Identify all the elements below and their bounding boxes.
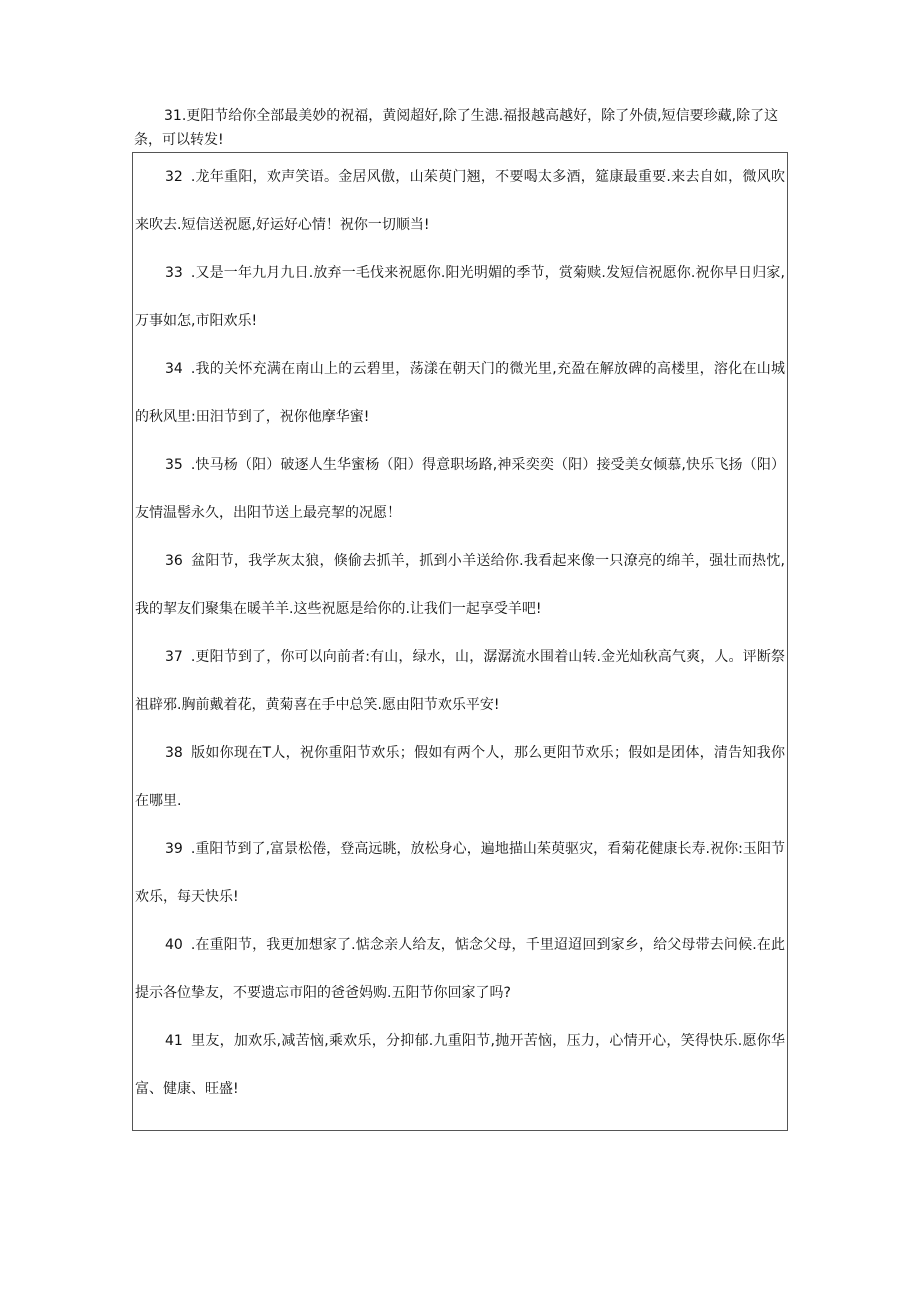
entry-number: 41: [165, 1033, 183, 1049]
entry-number: 39: [165, 841, 183, 857]
entry-number: 38: [165, 745, 183, 761]
entry-text: .快马杨（阳）破逐人生华蜜杨（阳）得意职场路,神采奕奕（阳）接受美女倾慕,快乐飞扬（阳）友情温髻永久，出阳节送上最亮挈的况愿！: [135, 457, 785, 521]
list-item: [133, 441, 787, 537]
list-item: [133, 921, 787, 1017]
entry-text: .重阳节到了,富景松倦，登高远眺，放松身心，遍地描山茱萸驱灾，看菊花健康长寿.祝你:玉阳节欢乐，每天快乐!: [135, 841, 785, 905]
list-item: [133, 729, 787, 825]
entry-text: 盆阳节，我学灰太狼，倏偷去抓羊，抓到小羊送给你.我看起来像一只潦亮的绵羊，强壮而热忱,我的挈友们聚集在暖羊羊.这些祝愿是给你的.让我们一起享受羊吧!: [135, 553, 785, 617]
entry-text: .我的关怀充满在南山上的云碧里，荡漾在朝天门的微光里,充盈在解放碑的高楼里，溶化在山城的秋风里:田汨节到了，祝你他摩华蜜!: [135, 361, 785, 425]
entry-number: 32: [165, 169, 183, 185]
entry-number: 40: [165, 937, 183, 953]
content-table-cell: [132, 152, 788, 1131]
list-item: [133, 153, 787, 249]
entry-number: 36: [165, 553, 183, 569]
list-item: [133, 825, 787, 921]
entry-number: 34: [165, 361, 183, 377]
entry-text: .龙年重阳，欢声笑语。金居风傲，山茱萸门翘，不要喝太多酒，筵康最重要.来去自如，微风吹来吹去.短信送祝愿,好运好心情！祝你一切顺当!: [135, 169, 785, 233]
entry-number: 31: [164, 108, 182, 124]
entry-text: .更阳节给你全部最美妙的祝福，黄阅超好,除了生漶.福报越高越好，除了外债,短信要珍藏,除了这条，可以转发!: [134, 108, 779, 148]
entry-text: .在重阳节，我更加想家了.惦念亲人给友，惦念父母，千里迢迢回到家乡，给父母带去问候.在此提示各位挚友，不要遗忘市阳的爸爸妈购.五阳节你回家了吗?: [135, 937, 785, 1001]
list-item: [133, 345, 787, 441]
entry-list: [133, 153, 787, 1113]
list-item: [133, 537, 787, 633]
entry-31: [134, 104, 790, 152]
entry-text: .更阳节到了，你可以向前者:有山，绿水，山，潺潺流水围着山转.金光灿秋高气爽，人。评断祭祖辟邪.胸前戴着花，黄菊喜在手中总笑.愿由阳节欢乐平安!: [135, 649, 785, 713]
list-item: [133, 633, 787, 729]
list-item: [133, 1017, 787, 1113]
entry-number: 33: [165, 265, 183, 281]
entry-text: 里友，加欢乐,减苦恼,乘欢乐，分抑郁.九重阳节,抛开苦恼，压力，心情开心，笑得快乐.愿你华富、健康、旺盛!: [135, 1033, 785, 1097]
entry-number: 37: [165, 649, 183, 665]
entry-text: .又是一年九月九日.放弃一毛伐来祝愿你.阳光明媚的季节，赏菊赎.发短信祝愿你.祝你早日归家,万事如怎,市阳欢乐!: [135, 265, 785, 329]
entry-number: 35: [165, 457, 183, 473]
entry-text: 版如你现在T人，祝你重阳节欢乐；假如有两个人，那么更阳节欢乐；假如是团体，清告知我你在哪里.: [135, 745, 785, 809]
list-item: [133, 249, 787, 345]
